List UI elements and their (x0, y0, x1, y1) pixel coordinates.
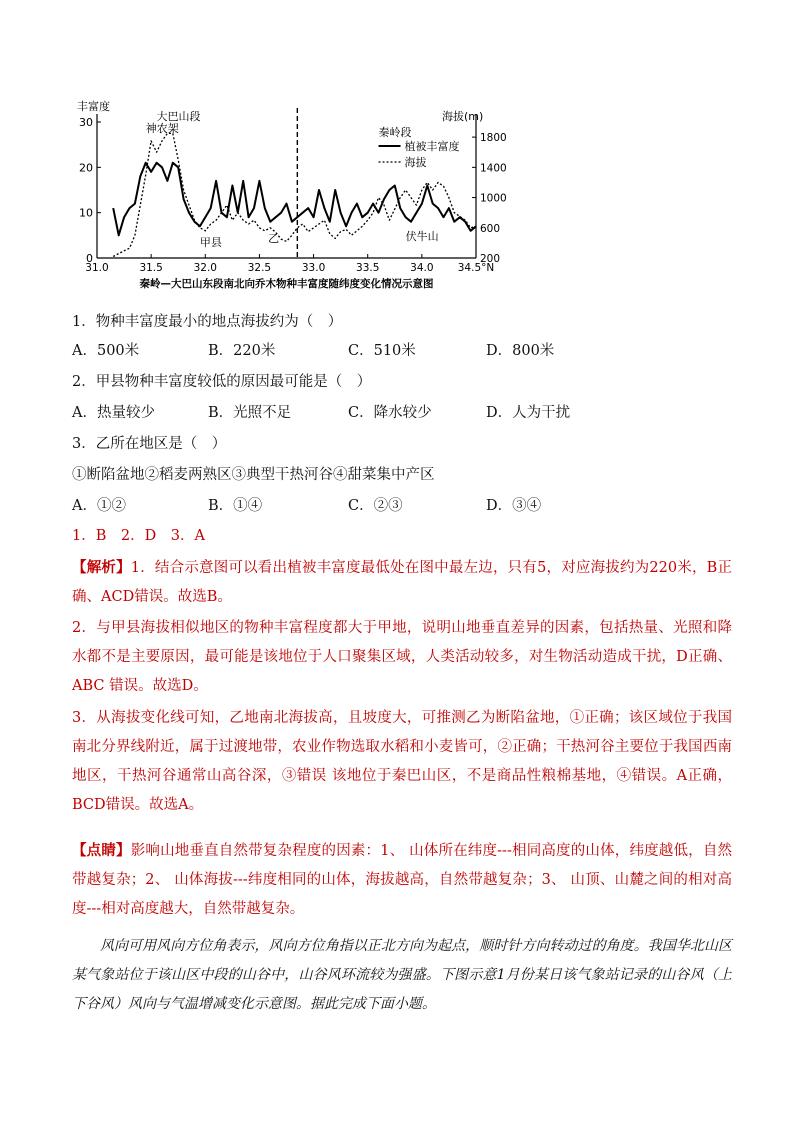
richness-series-line (113, 163, 476, 236)
left-tick-label: 30 (79, 116, 93, 129)
q2-option-c[interactable]: C．降水较少 (348, 405, 432, 421)
q2-option-b[interactable]: B．光照不足 (208, 405, 292, 421)
right-tick-label: 1400 (480, 162, 507, 175)
q2-option-d[interactable]: D．人为干扰 (486, 405, 571, 421)
answer-key: 1．B 2．D 3．A (72, 528, 205, 544)
tip-tag: 【点睛】 (72, 842, 131, 859)
chart-title: 秦岭—大巴山东段南北向乔木物种丰富度随纬度变化情况示意图 (139, 278, 434, 290)
section-label-qinling: 秦岭段 (378, 126, 412, 139)
q3-option-b[interactable]: B．①④ (208, 498, 263, 514)
left-tick-label: 20 (79, 161, 93, 175)
left-axis-title: 丰富度 (77, 100, 110, 113)
analysis-paragraph-1 (72, 553, 732, 612)
analysis-tag: 【解析】 (72, 559, 131, 576)
chart-annotation: 伏牛山 (405, 230, 439, 243)
question-3-stem: 3．乙所在地区是（ ） (72, 436, 227, 452)
left-tick-label: 10 (79, 206, 93, 220)
chart-annotation: 甲县 (199, 236, 222, 249)
question-1-stem: 1．物种丰富度最小的地点海拔约为（ ） (72, 314, 343, 330)
legend-label: 植被丰富度 (404, 140, 460, 153)
q1-option-c[interactable]: C．510米 (348, 343, 416, 359)
richness-elevation-chart (66, 100, 526, 292)
q3-option-c[interactable]: C．②③ (348, 498, 403, 514)
analysis-text-1: 1．结合示意图可以看出植被丰富度最低处在图中最左边，只有5，对应海拔约为220米，B正确、ACD错误。故选B。 (72, 560, 733, 605)
right-tick-label: 1800 (480, 132, 507, 145)
right-tick-label: 600 (480, 222, 501, 235)
x-tick-label: 31.5 (139, 262, 163, 274)
left-tick-label: 0 (86, 252, 93, 265)
chart-annotation: 乙 (268, 232, 280, 245)
x-tick-label: 33.5 (356, 262, 380, 274)
x-tick-label: 31.0 (85, 262, 109, 274)
analysis-paragraph-3: 3．从海拔变化线可知，乙地南北海拔高，且坡度大，可推测乙为断陷盆地，①正确；该区域位于我国南北分界线附近，属于过渡地带，农业作物选取水稻和小麦皆可，②正确；干热河谷主要位于我国西南地区，干热河谷通常山高谷深，③错误 该地位于秦巴山区，不是商品性粮棉基地，④错误。A正确，BCD错误。故选A。 (72, 710, 732, 813)
x-tick-label: 32.5 (247, 262, 272, 274)
next-section-intro: 风向可用风向方位角表示，风向方位角指以正北方向为起点，顺时针方向转动过的角度。我国华北山区某气象站位于该山区中段的山谷中，山谷风环流较为强盛。下图示意1月份某日该气象站记录的山谷风（上下谷风）风向与气温增减变化示意图。据此完成下面小题。 (72, 938, 732, 1012)
chart-annotation: 神农架 (145, 122, 179, 135)
section-label-daba: 大巴山段 (156, 110, 201, 123)
x-tick-label: 33.0 (301, 262, 326, 274)
right-tick-label: 200 (480, 253, 501, 265)
q3-option-d[interactable]: D．③④ (486, 498, 542, 514)
right-tick-label: 1000 (480, 192, 507, 205)
tip-paragraph (72, 836, 732, 924)
analysis-paragraph-2: 2．与甲县海拔相似地区的物种丰富程度都大于甲地，说明山地垂直差异的因素，包括热量、光照和降水都不是主要原因，最可能是该地位于人口聚集区域，人类活动较多，对生物活动造成干扰，D正确、ABC 错误。故选D。 (72, 620, 732, 694)
legend-label: 海拔 (404, 156, 427, 169)
tip-text: 影响山地垂直自然带复杂程度的因素：1、 山体所在纬度---相同高度的山体，纬度越低，自然带越复杂；2、 山体海拔---纬度相同的山体，海拔越高，自然带越复杂；3、 山顶、山麓之间的相对高度---相对高度越大，自然带越复杂。 (72, 843, 733, 917)
q1-option-a[interactable]: A．500米 (72, 343, 140, 359)
q1-option-b[interactable]: B．220米 (208, 343, 276, 359)
x-tick-label: 32.0 (193, 262, 217, 274)
x-tick-label: 34.5°N (457, 262, 495, 274)
right-axis-title: 海拔(m) (442, 110, 484, 123)
question-2-stem: 2．甲县物种丰富度较低的原因最可能是（ ） (72, 374, 372, 390)
q2-option-a[interactable]: A．热量较少 (72, 405, 155, 421)
x-tick-label: 34.0 (410, 262, 434, 274)
q1-option-d[interactable]: D．800米 (486, 343, 555, 359)
q3-option-a[interactable]: A．①② (72, 498, 126, 514)
question-3-statements: ①断陷盆地②稻麦两熟区③典型干热河谷④甜菜集中产区 (72, 467, 435, 483)
